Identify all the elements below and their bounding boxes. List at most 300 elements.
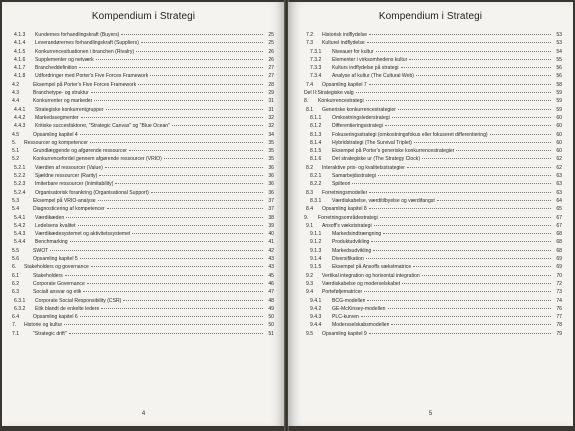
toc-entry xyxy=(12,263,274,271)
toc-entry-label: SWOT xyxy=(33,247,49,254)
toc-leader-dots xyxy=(392,117,551,118)
toc-entry-label: Opsamling kapitel 8 xyxy=(322,206,367,213)
toc-entry xyxy=(12,48,274,56)
toc-entry-number: 8.3.1 xyxy=(310,197,322,204)
toc-entry-number: 6.2 xyxy=(12,280,20,287)
toc-entry-label: Benchmarking xyxy=(35,239,68,246)
toc-leader-dots xyxy=(352,183,551,184)
toc-entry-page: 34 xyxy=(268,131,274,138)
toc-entry-number: 9.4.2 xyxy=(310,305,322,312)
toc-entry-number: 8.1.5 xyxy=(310,148,322,155)
toc-entry xyxy=(12,106,274,114)
toc-entry-label: "Strategic drift" xyxy=(33,330,67,337)
toc-entry-number: 5.2.1 xyxy=(14,164,26,171)
toc-entry xyxy=(12,180,274,188)
toc-entry xyxy=(304,64,562,72)
toc-entry-label: Ressourcer og kompetencer xyxy=(24,139,88,146)
toc-leader-dots xyxy=(388,308,551,309)
left-page xyxy=(2,2,285,426)
toc-leader-dots xyxy=(369,208,551,209)
toc-entry xyxy=(12,189,274,197)
toc-leader-dots xyxy=(374,225,551,226)
toc-entry-label: Corporate Governance xyxy=(33,280,85,287)
toc-entry-page: 40 xyxy=(268,231,274,238)
toc-leader-dots xyxy=(367,42,551,43)
toc-entry-number: 7.3.1 xyxy=(310,48,322,55)
toc-leader-dots xyxy=(115,183,263,184)
toc-leader-dots xyxy=(456,150,551,151)
toc-entry-number: 5.3 xyxy=(12,197,20,204)
toc-entry-label: Etik blandt de enkelte ledere xyxy=(35,305,100,312)
toc-leader-dots xyxy=(369,84,551,85)
toc-leader-dots xyxy=(422,275,551,276)
toc-entry-page: 46 xyxy=(268,280,274,287)
toc-entry-page: 60 xyxy=(556,139,562,146)
toc-entry-number: 8.1.6 xyxy=(310,156,322,163)
toc-entry xyxy=(304,313,562,321)
toc-leader-dots xyxy=(151,192,263,193)
toc-entry-label: Vertikal integration og horisontal integration xyxy=(322,272,420,279)
toc-entry-number: 5.4 xyxy=(12,206,20,213)
toc-leader-dots xyxy=(422,158,551,159)
toc-entry-number: 8.3 xyxy=(306,189,314,196)
toc-entry-label: Værdien af ressourcer (Value) xyxy=(35,164,103,171)
toc-entry xyxy=(12,321,274,329)
toc-entry-label: Leverandørernes forhandlingskraft (Suppliers) xyxy=(35,40,139,47)
toc-entry-number: 7.4 xyxy=(306,81,314,88)
toc-entry-page: 31 xyxy=(268,98,274,105)
toc-entry-number: 9.1 xyxy=(306,222,314,229)
toc-entry-page: 67 xyxy=(556,214,562,221)
toc-entry-page: 55 xyxy=(556,56,562,63)
toc-leader-dots xyxy=(141,42,263,43)
toc-leader-dots xyxy=(80,258,263,259)
toc-leader-dots xyxy=(106,109,263,110)
toc-entry-number: 8.2.2 xyxy=(310,181,322,188)
toc-entry xyxy=(12,172,274,180)
toc-entry xyxy=(12,255,274,263)
toc-leader-dots xyxy=(81,117,263,118)
toc-leader-dots xyxy=(361,316,551,317)
toc-entry-page: 63 xyxy=(556,189,562,196)
toc-entry-label: Historisk indflydelse xyxy=(322,32,368,38)
toc-entry xyxy=(12,222,274,230)
toc-entry xyxy=(12,272,274,280)
toc-entry-label: Konkurrencestrategi xyxy=(318,98,364,105)
toc-entry-label: Samarbejdsstrategi xyxy=(332,173,376,180)
toc-entry-label: Det strategiske ur (The Strategy Clock) xyxy=(332,156,421,163)
toc-entry xyxy=(304,321,562,329)
toc-entry-page: 36 xyxy=(268,181,274,188)
toc-entry-page: 70 xyxy=(556,272,562,279)
toc-entry-label: Omkostningslederstrategi xyxy=(332,114,390,121)
toc-leader-dots xyxy=(366,258,551,259)
toc-entry-label: Supplementer og netværk xyxy=(35,56,94,63)
toc-leader-dots xyxy=(83,291,263,292)
toc-entry-number: 9.3 xyxy=(306,280,314,287)
toc-entry xyxy=(12,89,274,97)
toc-entry xyxy=(304,39,562,47)
toc-entry xyxy=(12,247,274,255)
toc-entry-page: 32 xyxy=(268,123,274,130)
toc-leader-dots xyxy=(64,324,263,325)
toc-entry-label: Opsamling kapitel 6 xyxy=(33,314,78,321)
toc-entry-number: 6.3.2 xyxy=(14,305,26,312)
toc-entry-page: 47 xyxy=(268,289,274,296)
toc-leader-dots xyxy=(378,175,551,176)
toc-leader-dots xyxy=(383,233,551,234)
toc-entry-number: 6.4 xyxy=(12,314,20,321)
toc-entry-number: 6.3.1 xyxy=(14,297,26,304)
toc-leader-dots xyxy=(94,100,263,101)
toc-entry-number: 4.4.1 xyxy=(14,106,26,113)
toc-entry-label: PLC-kurven xyxy=(332,314,359,321)
toc-entry-page: 29 xyxy=(268,90,274,97)
toc-entry xyxy=(304,263,562,271)
toc-entry xyxy=(304,288,562,296)
toc-entry-number: 4.4 xyxy=(12,98,20,105)
toc-entry-page: 64 xyxy=(556,197,562,204)
toc-entry-label: Niveauer for kultur xyxy=(332,48,374,55)
toc-leader-dots xyxy=(132,233,263,234)
toc-entry xyxy=(304,205,562,213)
toc-entry xyxy=(304,147,562,155)
toc-entry-number: 9.4.4 xyxy=(310,322,322,329)
toc-entry xyxy=(304,238,562,246)
toc-entry xyxy=(304,197,562,205)
toc-entry-number: 5.1 xyxy=(12,148,20,155)
toc-entry-label: Konkurrenter og markeder xyxy=(33,98,93,105)
toc-entry xyxy=(304,172,562,180)
toc-entry-label: Værdiskabelse, værditilbyelse og værdifangst xyxy=(332,197,435,204)
toc-entry xyxy=(12,72,274,80)
toc-entry-page: 39 xyxy=(268,222,274,229)
toc-entry-number: 4.1.8 xyxy=(14,73,26,80)
toc-entry-page: 27 xyxy=(268,73,274,80)
toc-entry-page: 45 xyxy=(268,272,274,279)
toc-leader-dots xyxy=(490,134,551,135)
toc-entry xyxy=(304,297,562,305)
toc-entry-label: Værdikædesystemet og aktivitetssystemet xyxy=(35,231,131,238)
toc-entry xyxy=(12,230,274,238)
toc-entry-number: 8.1.2 xyxy=(310,123,322,130)
toc-entry xyxy=(12,147,274,155)
toc-entry-page: 49 xyxy=(268,305,274,312)
toc-entry xyxy=(304,122,562,130)
toc-entry xyxy=(304,222,562,230)
toc-entry-page: 58 xyxy=(556,81,562,88)
toc-entry-page: 51 xyxy=(268,330,274,337)
toc-entry-number: 5.2.3 xyxy=(14,181,26,188)
toc-leader-dots xyxy=(65,275,263,276)
toc-entry-page: 38 xyxy=(268,214,274,221)
toc-entry xyxy=(12,330,274,338)
toc-entry xyxy=(12,31,274,39)
toc-entry xyxy=(304,164,562,172)
toc-leader-dots xyxy=(96,59,263,60)
toc-leader-dots xyxy=(416,75,551,76)
toc-entry-page: 59 xyxy=(556,90,562,97)
toc-entry-number: 7.3 xyxy=(306,40,314,47)
toc-entry-label: Værdiskabelse og moderselskabet xyxy=(322,280,401,287)
toc-entry-page: 69 xyxy=(556,256,562,263)
toc-entry xyxy=(304,305,562,313)
toc-entry-number: 5.4.1 xyxy=(14,214,26,221)
toc-entry-page: 60 xyxy=(556,114,562,121)
toc-entry-page: 59 xyxy=(556,106,562,113)
toc-entry-number: 9.1.5 xyxy=(310,264,322,271)
toc-entry-page: 50 xyxy=(268,314,274,321)
toc-entry xyxy=(12,238,274,246)
toc-leader-dots xyxy=(66,217,263,218)
toc-entry-label: Produktudvikling xyxy=(332,239,370,246)
toc-entry xyxy=(304,106,562,114)
toc-entry-number: 9.1.2 xyxy=(310,239,322,246)
toc-entry-number: 9.1.4 xyxy=(310,256,322,263)
toc-entry-page: 50 xyxy=(268,322,274,329)
toc-entry-page: 25 xyxy=(268,40,274,47)
toc-entry-number: 5.2.4 xyxy=(14,189,26,196)
toc-entry-page: 59 xyxy=(556,98,562,105)
toc-entry-label: Branchetype- og struktur xyxy=(33,90,89,97)
toc-entry-number: 6.3 xyxy=(12,289,20,296)
toc-leader-dots xyxy=(129,150,263,151)
toc-entry-number: 4.1.3 xyxy=(14,32,26,38)
toc-entry-number: 5.4.2 xyxy=(14,222,26,229)
toc-entry xyxy=(12,164,274,172)
toc-entry-label: Kritiske succesfaktorer, "Strategic Canvas" og "Blue Ocean" xyxy=(35,123,170,130)
toc-entry-label: Eksempel på Ansoffs vækstmatrice xyxy=(332,264,412,271)
toc-entry-number: 5.4.4 xyxy=(14,239,26,246)
toc-entry-page: 73 xyxy=(556,289,562,296)
toc-entry-number: 7.2 xyxy=(306,32,314,38)
toc-entry-page: 48 xyxy=(268,297,274,304)
toc-entry-page: 36 xyxy=(268,173,274,180)
toc-entry-label: Porteføljematricer xyxy=(322,289,363,296)
toc-leader-dots xyxy=(369,192,551,193)
toc-entry-label: Kundernes forhandlingskraft (Buyers) xyxy=(35,32,120,38)
toc-leader-dots xyxy=(50,250,263,251)
toc-entry-number: 5.6 xyxy=(12,256,20,263)
toc-entry xyxy=(304,97,562,105)
toc-entry xyxy=(12,297,274,305)
toc-entry xyxy=(12,214,274,222)
toc-entry-page: 68 xyxy=(556,231,562,238)
toc-entry-label: Opsamling kapitel 5 xyxy=(33,256,78,263)
toc-entry-page: 28 xyxy=(268,81,274,88)
toc-entry-label: Markedsindtrængning xyxy=(332,231,382,238)
toc-entry-number: 9.5 xyxy=(306,330,314,337)
toc-entry-number: 8. xyxy=(304,98,309,105)
toc-entry-number: 8.2 xyxy=(306,164,314,171)
toc-entry-number: 9.1.3 xyxy=(310,247,322,254)
toc-entry-page: 32 xyxy=(268,114,274,121)
toc-entry-label: Opsamling kapitel 4 xyxy=(33,131,78,138)
toc-leader-dots xyxy=(123,300,263,301)
toc-entry-label: Eksempel på VRIO-analyse xyxy=(33,197,96,204)
toc-entry-label: Strategiske konkurrentgrupper xyxy=(35,106,104,113)
toc-entry xyxy=(304,139,562,147)
toc-entry-label: Kulturel indflydelse xyxy=(322,40,365,47)
toc-entry-number: Del II: xyxy=(304,90,318,97)
toc-entry xyxy=(12,122,274,130)
toc-entry-page: 42 xyxy=(268,247,274,254)
toc-leader-dots xyxy=(437,200,551,201)
toc-entry xyxy=(304,180,562,188)
toc-entry-page: 69 xyxy=(556,264,562,271)
toc-leader-dots xyxy=(414,142,551,143)
toc-entry-label: Markedssegmenter xyxy=(35,114,79,121)
toc-leader-dots xyxy=(371,241,551,242)
page-title-left: Kompendium i Strategi xyxy=(91,11,196,22)
toc-entry-page: 54 xyxy=(556,48,562,55)
toc-entry-page: 36 xyxy=(268,164,274,171)
toc-entry-page: 76 xyxy=(556,305,562,312)
toc-entry xyxy=(304,230,562,238)
toc-leader-dots xyxy=(99,175,263,176)
toc-entry xyxy=(304,214,562,222)
toc-entry-label: Strategiske valg xyxy=(317,90,354,97)
toc-entry-number: 5.5 xyxy=(12,247,20,254)
toc-leader-dots xyxy=(98,200,263,201)
toc-entry xyxy=(304,330,562,338)
toc-entry-label: Spilteori xyxy=(332,181,351,188)
toc-entry-label: Kulturs indflydelse på strategi xyxy=(332,65,399,72)
toc-entry xyxy=(304,280,562,288)
toc-entry-label: BCG-modellen xyxy=(332,297,366,304)
toc-entry-number: 7.3.4 xyxy=(310,73,322,80)
toc-entry-number: 8.1.4 xyxy=(310,139,322,146)
toc-entry-page: 27 xyxy=(268,65,274,72)
toc-entry xyxy=(12,197,274,205)
toc-entry xyxy=(12,313,274,321)
toc-entry xyxy=(304,31,562,39)
toc-entry-number: 7. xyxy=(12,322,17,329)
toc-leader-dots xyxy=(369,34,551,35)
toc-entry xyxy=(304,81,562,89)
toc-entry-page: 56 xyxy=(556,73,562,80)
toc-entry-label: Diversifikation xyxy=(332,256,364,263)
right-page xyxy=(288,2,573,426)
toc-entry-page: 37 xyxy=(268,206,274,213)
toc-entry xyxy=(304,72,562,80)
toc-entry-label: Grundlæggende og afgørende ressourcer xyxy=(33,148,128,155)
toc-entry xyxy=(12,81,274,89)
toc-entry xyxy=(12,139,274,147)
toc-entry-page: 41 xyxy=(268,239,274,246)
toc-leader-dots xyxy=(150,75,263,76)
toc-entry-label: Udfordringer med Porter's Five Forces Framework xyxy=(35,73,149,80)
toc-entry-number: 5.2 xyxy=(12,156,20,163)
toc-entry-label: Corporate Social Responsibility (CSR) xyxy=(35,297,122,304)
toc-entry-page: 60 xyxy=(556,148,562,155)
toc-entry xyxy=(304,189,562,197)
toc-entry-page: 43 xyxy=(268,256,274,263)
toc-leader-dots xyxy=(101,308,263,309)
toc-leader-dots xyxy=(402,283,551,284)
toc-entry-label: Ansoff's vækststrategi xyxy=(322,222,372,229)
toc-entry-number: 5.2.2 xyxy=(14,173,26,180)
toc-leader-dots xyxy=(90,142,263,143)
toc-entry-number: 4.1.4 xyxy=(14,40,26,47)
toc-leader-dots xyxy=(138,84,263,85)
toc-entry-label: Brancheddefinition xyxy=(35,65,78,72)
toc-entry-number: 8.1 xyxy=(306,106,314,113)
toc-leader-dots xyxy=(87,283,263,284)
toc-entry-page: 53 xyxy=(556,40,562,47)
toc-entry xyxy=(12,131,274,139)
toc-entry xyxy=(12,39,274,47)
toc-entry-label: Elementer i virksomhedens kultur xyxy=(332,56,408,63)
toc-entry-page: 25 xyxy=(268,32,274,38)
toc-entry-page: 65 xyxy=(556,206,562,213)
toc-leader-dots xyxy=(105,167,263,168)
toc-entry-page: 35 xyxy=(268,148,274,155)
toc-entry-label: Konkurrencesituationen i branchen (Rivalry) xyxy=(35,48,135,55)
toc-entry-page: 72 xyxy=(556,280,562,287)
toc-entry-page: 63 xyxy=(556,181,562,188)
toc-entry-label: Organisatorisk forankring (Organisational Support) xyxy=(35,189,149,196)
toc-leader-dots xyxy=(80,316,263,317)
toc-entry xyxy=(12,97,274,105)
toc-leader-dots xyxy=(69,333,263,334)
toc-entry-number: 9.4 xyxy=(306,289,314,296)
toc-entry-label: Opsamling kapitel 9 xyxy=(322,330,367,337)
toc-entry-number: 6. xyxy=(12,264,17,271)
toc-entry xyxy=(304,56,562,64)
toc-entry-number: 4.2 xyxy=(12,81,20,88)
toc-leader-dots xyxy=(164,158,263,159)
toc-entry-number: 9.4.3 xyxy=(310,314,322,321)
toc-entry-number: 6.1 xyxy=(12,272,20,279)
toc-entry-number: 7.3.3 xyxy=(310,65,322,72)
toc-entry-label: Generiske konkurrencestrategier xyxy=(322,106,396,113)
toc-entry-label: Stakeholders og governance xyxy=(24,264,89,271)
toc-entry-page: 60 xyxy=(556,131,562,138)
page-number-left: 4 xyxy=(141,411,146,417)
toc-entry xyxy=(304,131,562,139)
table-of-contents-left xyxy=(12,31,274,338)
toc-entry-number: 8.1.3 xyxy=(310,131,322,138)
toc-leader-dots xyxy=(91,266,263,267)
toc-leader-dots xyxy=(356,92,551,93)
toc-entry-label: Stakeholders xyxy=(33,272,63,279)
toc-entry xyxy=(304,114,562,122)
table-of-contents-right xyxy=(304,31,562,338)
toc-entry-label: Interaktive pris- og kvalitetsstrategier xyxy=(322,164,405,171)
toc-entry-page: 79 xyxy=(556,330,562,337)
toc-entry-page: 53 xyxy=(556,32,562,38)
toc-entry-label: Diagnosticering af kompetencer xyxy=(33,206,105,213)
toc-leader-dots xyxy=(107,208,263,209)
toc-entry-number: 9.1.1 xyxy=(310,231,322,238)
toc-entry-label: Eksempel på Porter's generiske konkurrencestrategier xyxy=(332,148,455,155)
toc-leader-dots xyxy=(373,250,551,251)
toc-entry-label: GE-McKinsey-modellen xyxy=(332,305,386,312)
toc-leader-dots xyxy=(398,109,551,110)
toc-leader-dots xyxy=(369,333,551,334)
toc-leader-dots xyxy=(407,167,551,168)
toc-entry-page: 37 xyxy=(268,197,274,204)
toc-entry-page: 68 xyxy=(556,239,562,246)
toc-entry-number: 7.3.2 xyxy=(310,56,322,63)
toc-entry xyxy=(12,280,274,288)
toc-leader-dots xyxy=(79,67,263,68)
toc-leader-dots xyxy=(367,300,551,301)
toc-entry xyxy=(12,305,274,313)
toc-entry-label: Forretningsområdestrategi xyxy=(318,214,378,221)
toc-leader-dots xyxy=(413,266,551,267)
